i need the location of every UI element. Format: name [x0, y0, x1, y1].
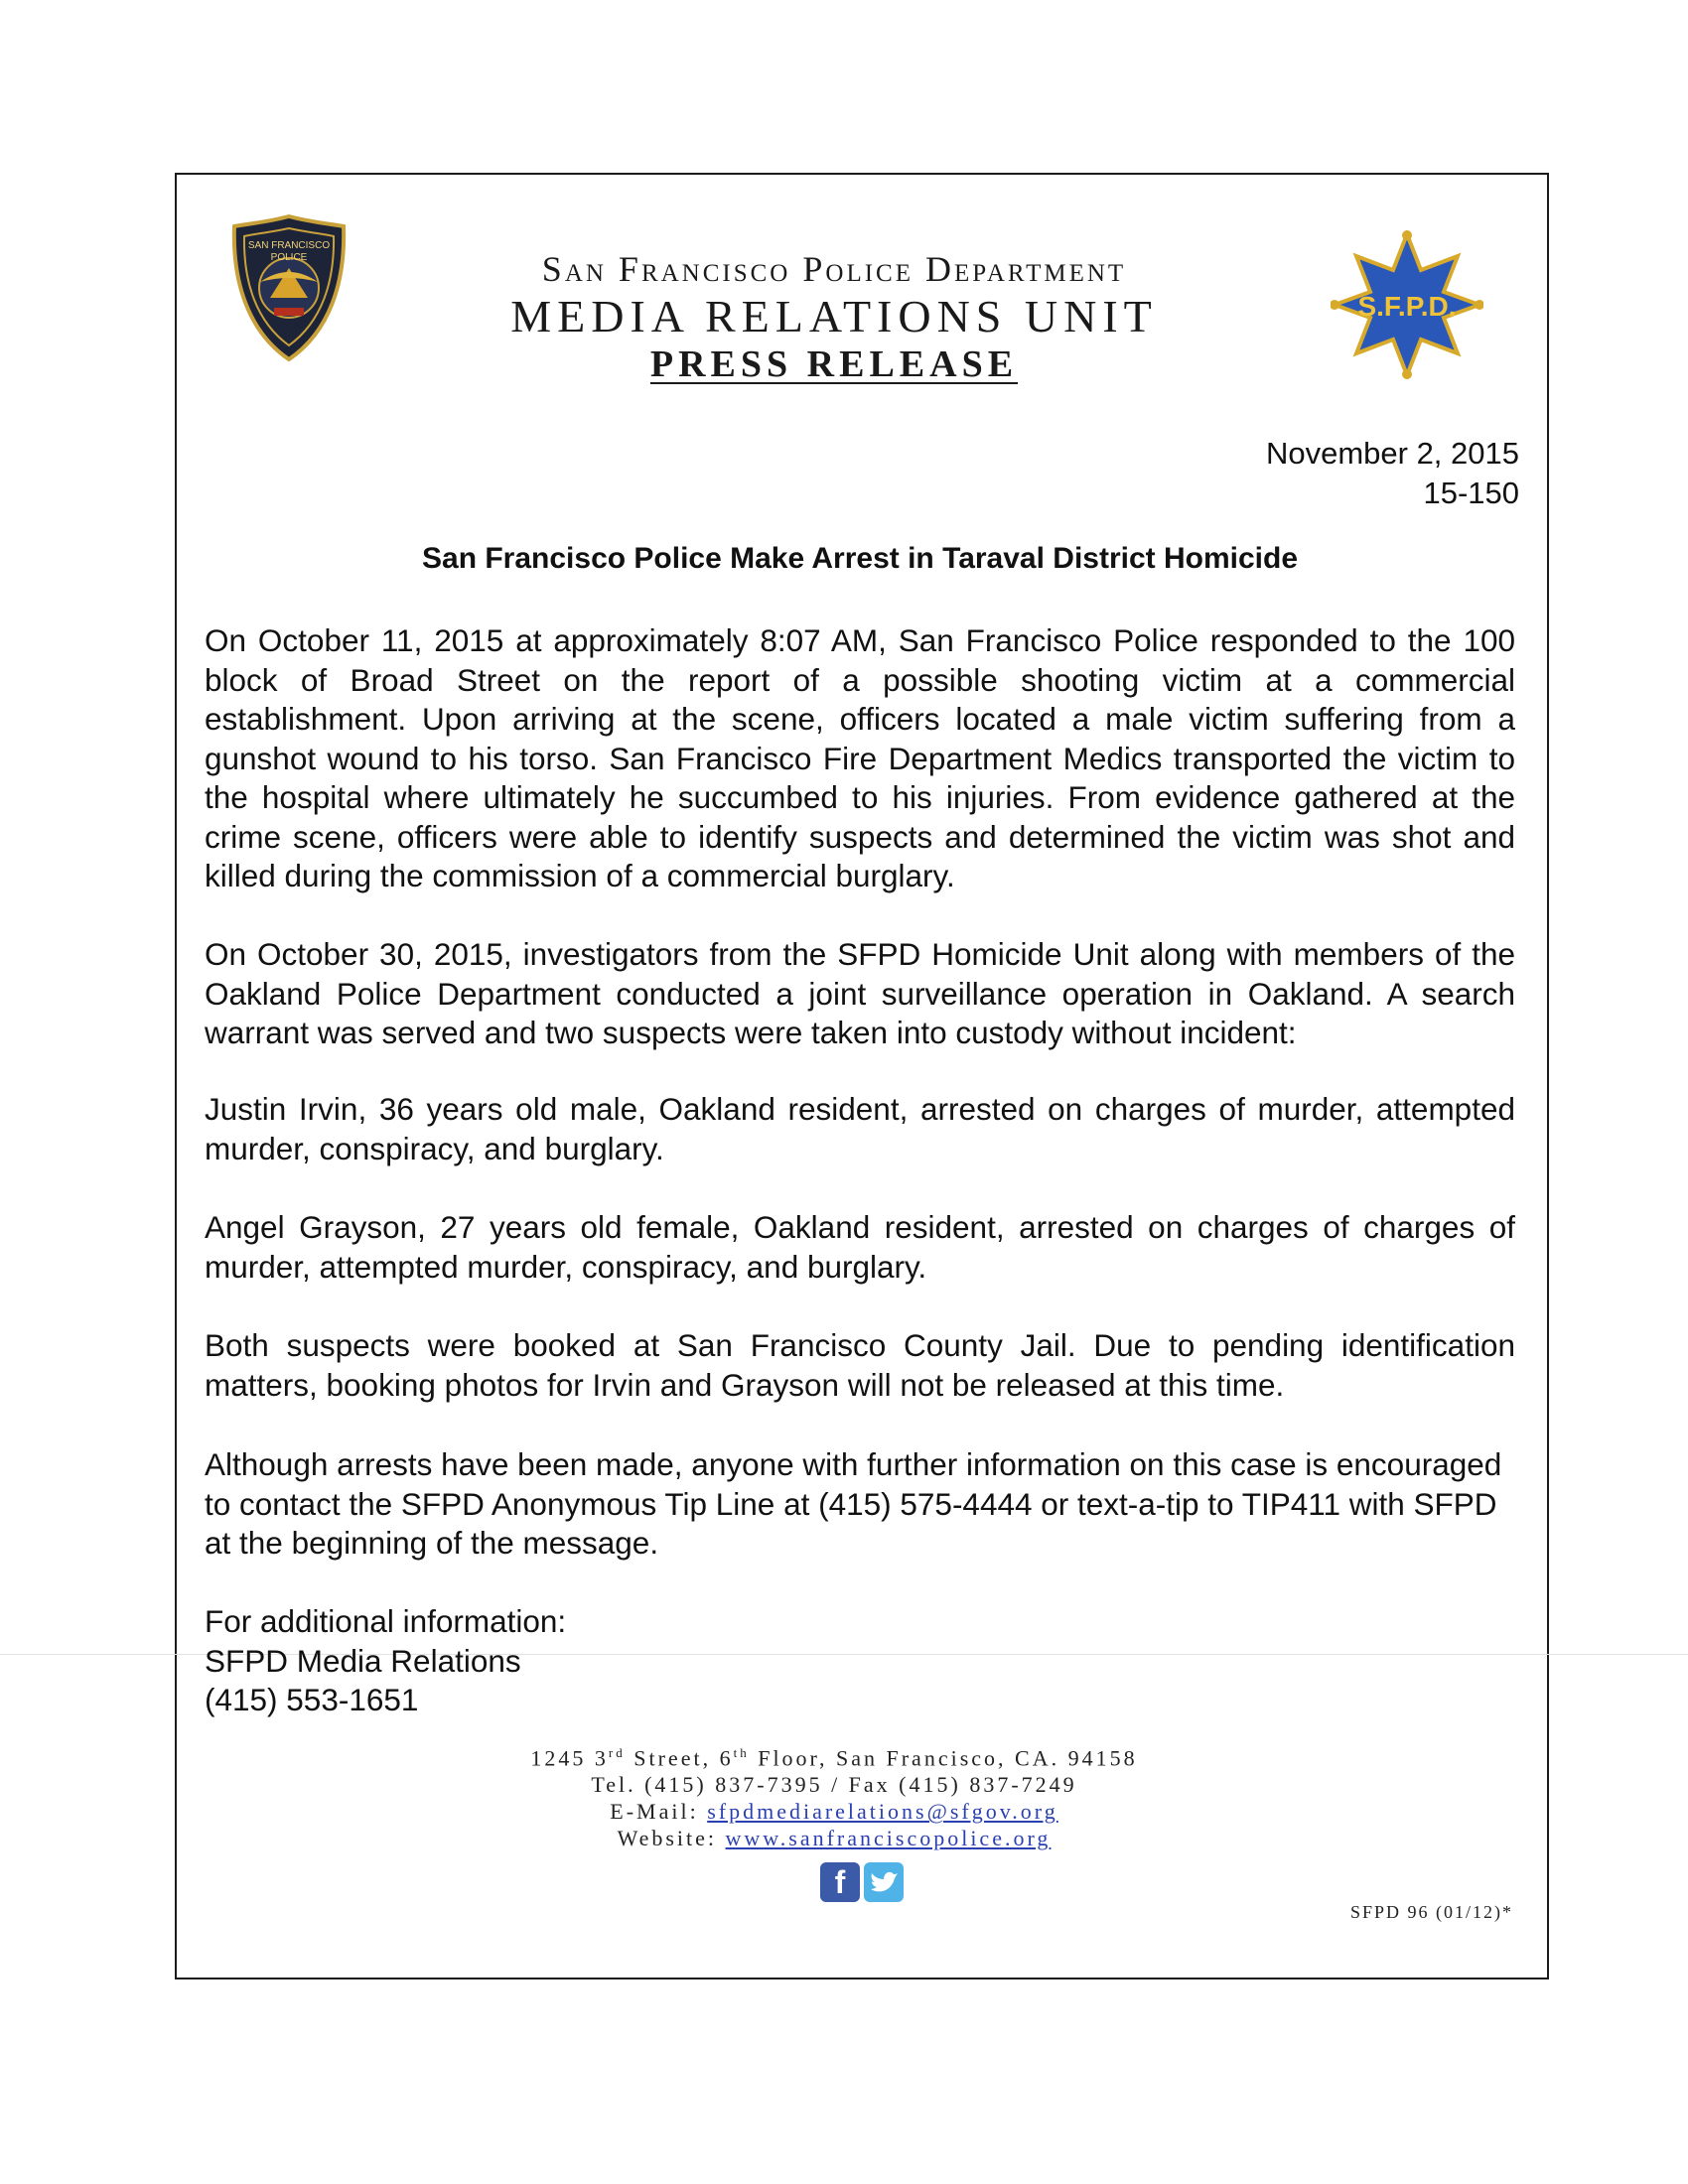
paragraph-booking: Both suspects were booked at San Francisco County Jail. Due to pending identification matters, booking photos for Irvin and Grayson will not be released at this time. — [205, 1327, 1515, 1403]
paragraph-tip-line: Although arrests have been made, anyone with further information on this case is encouraged to contact the SFPD Anonymous Tip Line at (415) 575-4444 or text-a-tip to TIP411 with SFPD at the beginning of the message. — [205, 1446, 1502, 1561]
twitter-bird-glyph — [869, 1869, 899, 1895]
website-link[interactable]: www.sanfranciscopolice.org — [725, 1826, 1052, 1851]
social-icons — [820, 1862, 910, 1902]
paragraph-suspect-2: Angel Grayson, 27 years old female, Oakland resident, arrested on charges of charges of murder, attempted murder, conspiracy, and burglary. — [205, 1209, 1515, 1285]
email-link[interactable]: sfpdmediarelations@sfgov.org — [707, 1799, 1058, 1825]
seal-mid-text: POLICE — [270, 252, 308, 263]
seal-top-text: SAN FRANCISCO — [247, 240, 331, 251]
footer-address: 1245 3rd Street, 6th Floor, San Francisco, CA. 94158 — [530, 1745, 1138, 1771]
badge-text: S.F.P.D. — [1357, 291, 1457, 322]
contact-org: SFPD Media Relations — [205, 1642, 521, 1679]
footer-website-line — [377, 1825, 1291, 1851]
website-label: Website: — [617, 1826, 718, 1851]
paragraph-suspect-1: Justin Irvin, 36 years old male, Oakland resident, arrested on charges of murder, attempted murder, conspiracy, and burglary. — [205, 1091, 1515, 1166]
form-number: SFPD 96 (01/12)* — [1349, 1902, 1513, 1922]
paragraph-operation: On October 30, 2015, investigators from the SFPD Homicide Unit along with members of the Oakland Police Department conducted a joint surveillance operation in Oakland. A search warrant was served and two suspects were taken into custody without incident: — [205, 936, 1515, 1050]
contact-intro: For additional information: — [205, 1603, 567, 1639]
headline: San Francisco Police Make Arrest in Taraval District Homicide — [422, 542, 1298, 575]
footer-telfax: Tel. (415) 837-7395 / Fax (415) 837-7249 — [591, 1772, 1077, 1798]
email-label: E-Mail: — [610, 1799, 699, 1825]
facebook-icon[interactable]: f — [820, 1862, 860, 1902]
footer-email-line — [377, 1798, 1291, 1825]
sfpd-star-badge-icon — [1331, 230, 1483, 379]
footer-address-block — [377, 1739, 1291, 1851]
contact-phone: (415) 553-1651 — [205, 1682, 419, 1717]
press-release-label: PRESS RELEASE — [649, 343, 1019, 385]
press-release-title — [377, 342, 1291, 386]
department-name: San Francisco Police Department — [541, 249, 1127, 289]
twitter-icon[interactable] — [864, 1862, 904, 1902]
paragraph-incident: On October 11, 2015 at approximately 8:07 AM, San Francisco Police responded to the 100 block of Broad Street on the report of a possible shooting victim at a commercial establishment. Upon arriving at the scene, officers located a male victim suffering from a gunshot wound to his torso. San Francisco Fire Department Medics transported the victim to the hospital where ultimately he succumbed to his injuries. From evidence gathered at the crime scene, officers were able to identify suspects and determined the victim was shot and killed during the commission of a commercial burglary. — [205, 622, 1515, 893]
contact-block — [205, 1602, 566, 1720]
release-number: 15-150 — [1423, 476, 1519, 510]
release-info — [1266, 434, 1519, 513]
release-date: November 2, 2015 — [1265, 436, 1519, 471]
sfpd-seal-icon — [230, 212, 348, 363]
unit-name: MEDIA RELATIONS UNIT — [510, 291, 1158, 341]
